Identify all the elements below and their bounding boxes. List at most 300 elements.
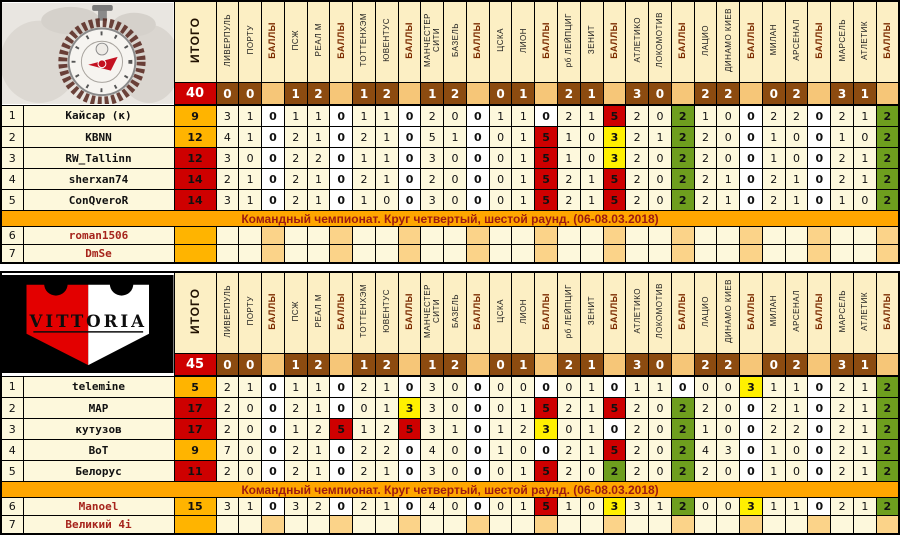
prediction-home-cell: 2 — [216, 376, 239, 398]
team-column-header: МАРСЕЛЬ — [831, 272, 854, 354]
header-row — [1, 1, 899, 83]
result-away-cell: 1 — [580, 354, 603, 377]
prediction-away-cell: 0 — [444, 398, 467, 419]
points-cell: 0 — [330, 148, 353, 169]
result-points-cell — [671, 354, 694, 377]
prediction-home-cell: 1 — [626, 376, 649, 398]
points-cell: 2 — [876, 376, 899, 398]
prediction-away-cell: 1 — [307, 376, 330, 398]
player-name: Белорус — [23, 461, 174, 482]
points-cell: 2 — [671, 105, 694, 127]
prediction-away-cell — [853, 245, 876, 264]
team-column-header: АТЛЕТИКО — [626, 1, 649, 83]
prediction-home-cell: 2 — [831, 169, 854, 190]
points-cell: 5 — [535, 148, 558, 169]
prediction-away-cell — [307, 516, 330, 535]
prediction-home-cell: 2 — [762, 105, 785, 127]
player-row — [1, 169, 899, 190]
result-points-cell — [740, 354, 763, 377]
points-cell — [603, 245, 626, 264]
prediction-away-cell: 0 — [649, 105, 672, 127]
result-home-cell: 2 — [558, 83, 581, 106]
player-row — [1, 498, 899, 516]
prediction-home-cell: 5 — [421, 127, 444, 148]
prediction-home-cell: 3 — [626, 498, 649, 516]
team-column-header: МАНЧЕСТЕР СИТИ — [421, 1, 444, 83]
team-column-header: ЛОКОМОТИВ — [649, 1, 672, 83]
points-cell: 5 — [535, 127, 558, 148]
prediction-away-cell: 1 — [239, 127, 262, 148]
prediction-away-cell: 1 — [649, 376, 672, 398]
prediction-away-cell: 0 — [717, 419, 740, 440]
prediction-home-cell: 2 — [626, 190, 649, 211]
prediction-away-cell: 1 — [375, 148, 398, 169]
prediction-away-cell: 1 — [512, 127, 535, 148]
prediction-away-cell: 0 — [444, 105, 467, 127]
prediction-home-cell: 1 — [284, 376, 307, 398]
prediction-away-cell: 0 — [785, 148, 808, 169]
player-row — [1, 376, 899, 398]
prediction-away-cell: 1 — [580, 105, 603, 127]
prediction-home-cell: 3 — [421, 190, 444, 211]
prediction-home-cell: 1 — [353, 419, 376, 440]
prediction-away-cell: 0 — [649, 398, 672, 419]
points-cell: 0 — [330, 376, 353, 398]
points-cell: 5 — [603, 398, 626, 419]
result-points-cell — [671, 83, 694, 106]
prediction-home-cell: 1 — [353, 190, 376, 211]
points-cell: 3 — [603, 127, 626, 148]
prediction-away-cell: 3 — [717, 440, 740, 461]
result-points-cell — [603, 354, 626, 377]
points-cell — [876, 516, 899, 535]
prediction-away-cell — [580, 245, 603, 264]
row-number: 6 — [1, 227, 23, 245]
points-cell: 2 — [876, 148, 899, 169]
points-cell — [671, 245, 694, 264]
result-away-cell: 2 — [717, 354, 740, 377]
prediction-home-cell: 2 — [626, 461, 649, 482]
points-cell: 0 — [262, 127, 285, 148]
prediction-away-cell: 0 — [239, 398, 262, 419]
prediction-away-cell: 1 — [785, 376, 808, 398]
prediction-home-cell — [831, 516, 854, 535]
team-column-header: МИЛАН — [762, 1, 785, 83]
points-cell: 0 — [808, 498, 831, 516]
prediction-away-cell: 1 — [239, 190, 262, 211]
points-cell: 0 — [330, 190, 353, 211]
prediction-table — [0, 271, 900, 535]
prediction-away-cell: 0 — [239, 440, 262, 461]
prediction-away-cell: 1 — [853, 398, 876, 419]
prediction-home-cell: 2 — [353, 440, 376, 461]
points-cell: 0 — [398, 498, 421, 516]
points-cell: 3 — [740, 376, 763, 398]
prediction-away-cell: 1 — [307, 105, 330, 127]
prediction-home-cell: 2 — [831, 461, 854, 482]
points-cell — [262, 245, 285, 264]
team-column-header: рб ЛЕЙПЦИГ — [558, 272, 581, 354]
prediction-home-cell — [558, 245, 581, 264]
prediction-away-cell — [649, 245, 672, 264]
prediction-home-cell — [284, 227, 307, 245]
prediction-away-cell: 0 — [717, 398, 740, 419]
team-column-header: МАНЧЕСТЕР СИТИ — [421, 272, 444, 354]
team-column-header: ЛИВЕРПУЛЬ — [216, 272, 239, 354]
prediction-away-cell: 1 — [307, 440, 330, 461]
result-away-cell: 2 — [785, 83, 808, 106]
prediction-home-cell — [626, 516, 649, 535]
prediction-away-cell: 1 — [375, 461, 398, 482]
points-cell — [330, 245, 353, 264]
team-column-header: ЛАЦИО — [694, 1, 717, 83]
player-total — [174, 245, 216, 264]
itogo-column-header: ИТОГО — [174, 272, 216, 354]
prediction-away-cell: 0 — [717, 127, 740, 148]
team-table-2 — [0, 271, 900, 535]
team-column-header: ПСЖ — [284, 272, 307, 354]
result-away-cell: 2 — [375, 354, 398, 377]
result-away-cell: 2 — [444, 354, 467, 377]
prediction-away-cell: 0 — [853, 190, 876, 211]
banner-row — [1, 482, 899, 498]
prediction-home-cell: 2 — [558, 190, 581, 211]
result-home-cell: 1 — [284, 83, 307, 106]
points-column-header: БАЛЛЫ — [808, 1, 831, 83]
team-column-header: ЦСКА — [489, 1, 512, 83]
result-away-cell: 1 — [853, 354, 876, 377]
team-logo-cell — [1, 272, 174, 376]
prediction-away-cell: 1 — [853, 105, 876, 127]
points-column-header: БАЛЛЫ — [398, 272, 421, 354]
prediction-away-cell: 0 — [649, 440, 672, 461]
prediction-home-cell: 3 — [216, 498, 239, 516]
points-cell: 0 — [808, 148, 831, 169]
points-cell: 0 — [808, 398, 831, 419]
result-points-cell — [466, 354, 489, 377]
prediction-away-cell: 2 — [512, 419, 535, 440]
team-column-header: АТЛЕТИК — [853, 272, 876, 354]
prediction-home-cell: 2 — [216, 398, 239, 419]
prediction-away-cell: 0 — [444, 376, 467, 398]
prediction-home-cell: 4 — [421, 498, 444, 516]
prediction-away-cell: 1 — [512, 498, 535, 516]
prediction-away-cell: 1 — [375, 127, 398, 148]
points-cell: 0 — [398, 190, 421, 211]
player-total: 11 — [174, 461, 216, 482]
prediction-away-cell: 0 — [785, 440, 808, 461]
points-cell: 0 — [535, 440, 558, 461]
player-row — [1, 440, 899, 461]
points-cell: 0 — [740, 169, 763, 190]
prediction-home-cell: 2 — [558, 105, 581, 127]
result-away-cell: 2 — [307, 354, 330, 377]
points-cell: 2 — [671, 169, 694, 190]
team-column-header: ПОРТУ — [239, 272, 262, 354]
points-cell: 5 — [330, 419, 353, 440]
row-number: 1 — [1, 105, 23, 127]
player-row — [1, 419, 899, 440]
points-cell: 2 — [671, 190, 694, 211]
prediction-home-cell — [694, 245, 717, 264]
prediction-home-cell: 0 — [489, 127, 512, 148]
prediction-home-cell: 2 — [831, 419, 854, 440]
points-cell — [808, 227, 831, 245]
prediction-home-cell — [284, 245, 307, 264]
player-row — [1, 190, 899, 211]
points-column-header: БАЛЛЫ — [330, 1, 353, 83]
points-cell: 0 — [262, 148, 285, 169]
prediction-home-cell: 2 — [421, 105, 444, 127]
prediction-away-cell — [785, 516, 808, 535]
prediction-home-cell: 2 — [421, 169, 444, 190]
points-cell: 0 — [740, 127, 763, 148]
prediction-home-cell: 2 — [762, 398, 785, 419]
points-cell: 0 — [740, 398, 763, 419]
result-home-cell: 1 — [421, 83, 444, 106]
points-cell: 0 — [808, 169, 831, 190]
points-column-header: БАЛЛЫ — [535, 1, 558, 83]
points-cell: 2 — [671, 127, 694, 148]
points-cell: 5 — [535, 398, 558, 419]
prediction-home-cell — [421, 245, 444, 264]
points-cell — [398, 245, 421, 264]
points-cell: 0 — [740, 419, 763, 440]
points-column-header: БАЛЛЫ — [671, 1, 694, 83]
points-cell: 2 — [876, 127, 899, 148]
prediction-home-cell: 2 — [694, 398, 717, 419]
points-cell: 5 — [603, 169, 626, 190]
prediction-home-cell — [353, 227, 376, 245]
team-column-header: рб ЛЕЙПЦИГ — [558, 1, 581, 83]
prediction-home-cell: 2 — [626, 419, 649, 440]
prediction-away-cell: 1 — [444, 127, 467, 148]
prediction-away-cell: 0 — [785, 127, 808, 148]
prediction-away-cell: 0 — [649, 190, 672, 211]
prediction-away-cell: 1 — [375, 398, 398, 419]
points-cell: 2 — [671, 148, 694, 169]
points-cell: 5 — [603, 105, 626, 127]
prediction-away-cell: 1 — [375, 498, 398, 516]
prediction-away-cell — [649, 227, 672, 245]
points-cell: 5 — [603, 440, 626, 461]
prediction-home-cell: 2 — [626, 169, 649, 190]
prediction-away-cell: 0 — [444, 148, 467, 169]
prediction-home-cell: 1 — [762, 376, 785, 398]
points-column-header: БАЛЛЫ — [330, 272, 353, 354]
prediction-home-cell: 2 — [694, 127, 717, 148]
row-number: 4 — [1, 440, 23, 461]
result-points-cell — [330, 354, 353, 377]
prediction-away-cell: 1 — [853, 376, 876, 398]
team-logo-cell — [1, 1, 174, 105]
prediction-home-cell: 3 — [421, 376, 444, 398]
player-total — [174, 516, 216, 535]
result-points-cell — [535, 83, 558, 106]
prediction-home-cell: 2 — [831, 105, 854, 127]
prediction-away-cell: 1 — [853, 461, 876, 482]
result-home-cell: 3 — [831, 83, 854, 106]
team-column-header: ЛИОН — [512, 272, 535, 354]
points-column-header: БАЛЛЫ — [671, 272, 694, 354]
team-total: 40 — [174, 83, 216, 106]
result-points-cell — [262, 83, 285, 106]
prediction-away-cell — [717, 227, 740, 245]
prediction-away-cell: 0 — [239, 461, 262, 482]
prediction-away-cell: 1 — [512, 169, 535, 190]
team-column-header: РЕАЛ М — [307, 1, 330, 83]
points-cell: 2 — [876, 105, 899, 127]
prediction-away-cell: 2 — [375, 419, 398, 440]
points-cell: 3 — [535, 419, 558, 440]
points-cell: 0 — [330, 461, 353, 482]
player-total: 5 — [174, 376, 216, 398]
team-column-header: АРСЕНАЛ — [785, 1, 808, 83]
row-number: 7 — [1, 516, 23, 535]
points-cell: 0 — [603, 419, 626, 440]
points-column-header: БАЛЛЫ — [262, 1, 285, 83]
player-row — [1, 516, 899, 535]
points-cell: 5 — [535, 169, 558, 190]
row-number: 5 — [1, 461, 23, 482]
points-cell: 0 — [262, 498, 285, 516]
prediction-away-cell: 1 — [853, 148, 876, 169]
points-cell: 0 — [398, 440, 421, 461]
prediction-away-cell: 1 — [375, 169, 398, 190]
prediction-away-cell: 1 — [853, 419, 876, 440]
points-cell: 0 — [466, 498, 489, 516]
prediction-away-cell: 1 — [785, 169, 808, 190]
points-cell: 2 — [876, 169, 899, 190]
points-cell — [466, 227, 489, 245]
prediction-away-cell: 1 — [307, 127, 330, 148]
result-home-cell: 1 — [353, 354, 376, 377]
result-away-cell: 0 — [239, 354, 262, 377]
points-cell: 0 — [466, 440, 489, 461]
prediction-home-cell — [694, 227, 717, 245]
prediction-away-cell: 0 — [649, 169, 672, 190]
player-row — [1, 127, 899, 148]
prediction-home-cell: 2 — [558, 398, 581, 419]
prediction-home-cell: 3 — [216, 105, 239, 127]
player-name: Кайсар (к) — [23, 105, 174, 127]
prediction-away-cell: 1 — [512, 105, 535, 127]
prediction-away-cell: 1 — [580, 398, 603, 419]
prediction-away-cell: 1 — [580, 419, 603, 440]
prediction-away-cell: 2 — [785, 419, 808, 440]
result-home-cell: 1 — [353, 83, 376, 106]
prediction-home-cell — [216, 516, 239, 535]
prediction-home-cell: 1 — [762, 440, 785, 461]
player-total: 9 — [174, 105, 216, 127]
team-column-header: РЕАЛ М — [307, 272, 330, 354]
points-cell — [740, 516, 763, 535]
prediction-away-cell: 1 — [785, 498, 808, 516]
prediction-away-cell: 1 — [307, 461, 330, 482]
row-number: 5 — [1, 190, 23, 211]
prediction-home-cell: 2 — [762, 169, 785, 190]
prediction-home-cell: 1 — [558, 498, 581, 516]
points-cell: 0 — [330, 398, 353, 419]
points-cell: 0 — [466, 105, 489, 127]
points-cell: 0 — [330, 105, 353, 127]
prediction-away-cell: 1 — [717, 169, 740, 190]
player-name: Великий 4i — [23, 516, 174, 535]
prediction-home-cell — [831, 227, 854, 245]
prediction-table — [0, 0, 900, 264]
team-column-header: ЮВЕНТУС — [375, 272, 398, 354]
prediction-home-cell: 2 — [353, 169, 376, 190]
prediction-home-cell: 1 — [762, 461, 785, 482]
points-cell: 0 — [262, 376, 285, 398]
prediction-away-cell — [649, 516, 672, 535]
prediction-home-cell — [216, 245, 239, 264]
team-column-header: АРСЕНАЛ — [785, 272, 808, 354]
prediction-home-cell — [762, 516, 785, 535]
prediction-away-cell — [580, 227, 603, 245]
prediction-home-cell: 0 — [489, 376, 512, 398]
prediction-away-cell: 0 — [580, 461, 603, 482]
points-cell — [535, 245, 558, 264]
result-away-cell: 2 — [307, 83, 330, 106]
row-number: 2 — [1, 398, 23, 419]
points-cell: 0 — [808, 440, 831, 461]
points-cell — [466, 245, 489, 264]
prediction-away-cell — [375, 516, 398, 535]
prediction-away-cell: 1 — [307, 169, 330, 190]
prediction-home-cell: 0 — [558, 419, 581, 440]
result-points-cell — [398, 354, 421, 377]
vittoria-shield-icon — [2, 275, 174, 373]
points-cell: 2 — [671, 498, 694, 516]
prediction-away-cell: 1 — [512, 461, 535, 482]
points-cell: 0 — [740, 105, 763, 127]
prediction-away-cell — [375, 245, 398, 264]
prediction-away-cell: 0 — [512, 376, 535, 398]
prediction-home-cell: 2 — [284, 169, 307, 190]
row-number: 4 — [1, 169, 23, 190]
prediction-home-cell: 2 — [284, 440, 307, 461]
player-name: ConQveroR — [23, 190, 174, 211]
points-cell: 0 — [262, 419, 285, 440]
result-home-cell: 3 — [831, 354, 854, 377]
prediction-home-cell: 2 — [353, 376, 376, 398]
points-cell: 0 — [262, 190, 285, 211]
points-cell: 2 — [603, 461, 626, 482]
prediction-home-cell: 2 — [558, 461, 581, 482]
points-cell — [330, 227, 353, 245]
prediction-home-cell: 1 — [489, 440, 512, 461]
prediction-home-cell: 1 — [694, 105, 717, 127]
prediction-home-cell: 2 — [626, 105, 649, 127]
prediction-home-cell: 2 — [626, 148, 649, 169]
prediction-away-cell — [375, 227, 398, 245]
prediction-home-cell: 1 — [558, 127, 581, 148]
team-column-header: ЗЕНИТ — [580, 1, 603, 83]
points-cell: 0 — [398, 461, 421, 482]
prediction-home-cell: 2 — [762, 190, 785, 211]
result-home-cell: 3 — [626, 83, 649, 106]
points-cell: 0 — [398, 376, 421, 398]
prediction-away-cell: 0 — [444, 461, 467, 482]
prediction-home-cell: 3 — [421, 419, 444, 440]
points-cell: 0 — [466, 127, 489, 148]
prediction-home-cell: 2 — [558, 440, 581, 461]
result-away-cell: 1 — [853, 83, 876, 106]
points-column-header: БАЛЛЫ — [876, 1, 899, 83]
points-cell: 0 — [671, 376, 694, 398]
prediction-away-cell: 1 — [853, 498, 876, 516]
